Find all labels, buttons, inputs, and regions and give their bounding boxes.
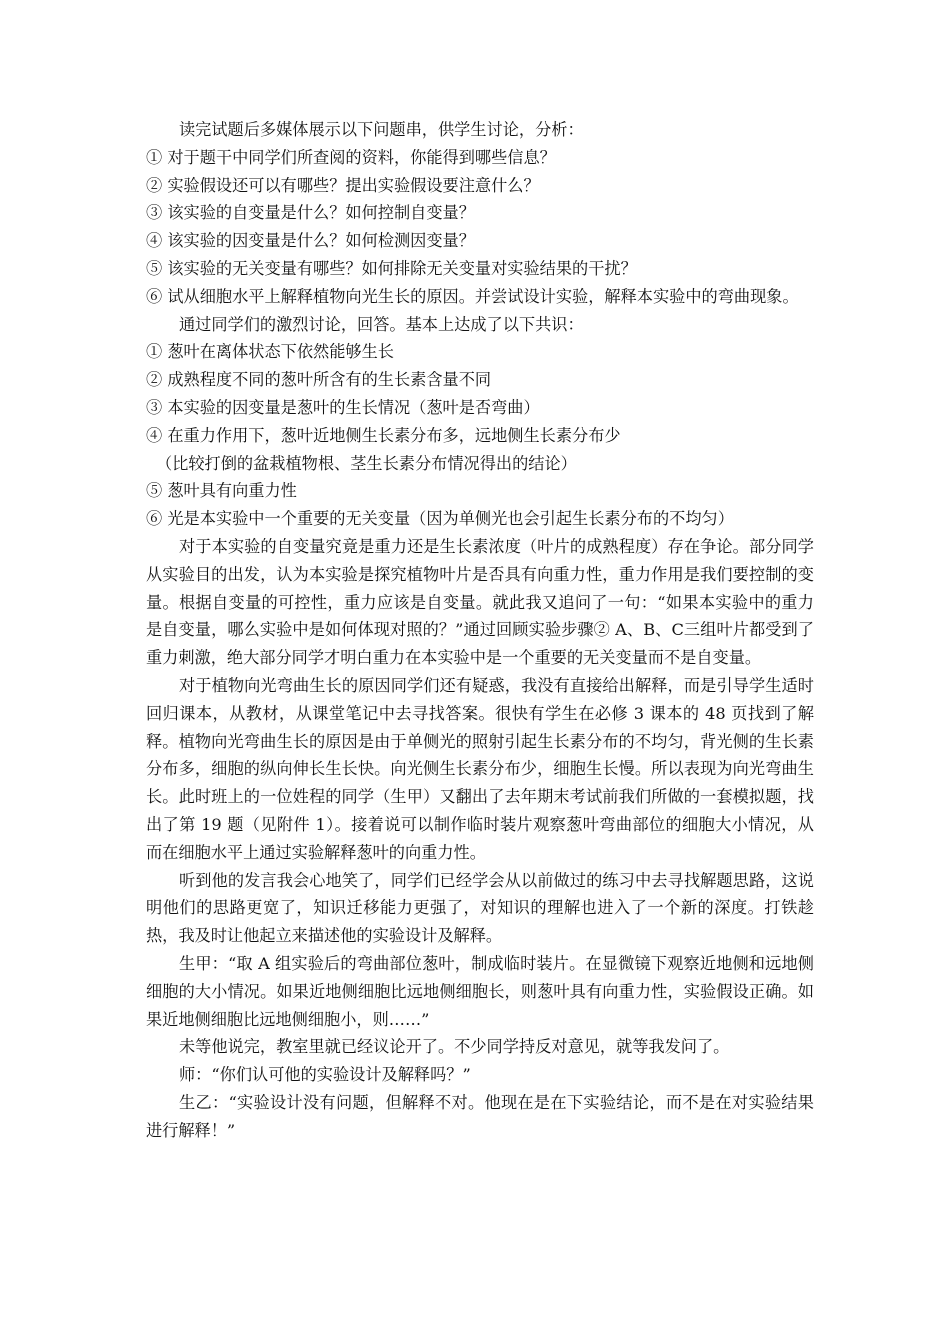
paragraph: 对于植物向光弯曲生长的原因同学们还有疑惑，我没有直接给出解释，而是引导学生适时回归课本，从教材，从课堂笔记中去寻找答案。很快有学生在必修 3 课本的 48 页找到了解释。植物向光弯曲生长的原因是由于单侧光的照射引起生长素分布的不均匀，背光侧的生长素分布多，细胞的纵向伸长生长快。向光侧生长素分布少，细胞生长慢。所以表现为向光弯曲生长。此时班上的一位姓程的同学（生甲）又翻出了去年期末考试前我们所做的一套模拟题，找出了第 19 题（见附件 1）。接着说可以制作临时装片观察葱叶弯曲部位的细胞大小情况，从而在细胞水平上通过实验解释葱叶的向重力性。 [146, 675, 814, 862]
consensus-item: ④ 在重力作用下，葱叶近地侧生长素分布多，远地侧生长素分布少 [146, 425, 621, 445]
question-item: ④ 该实验的因变量是什么？如何检测因变量？ [146, 231, 475, 251]
consensus-item: ③ 本实验的因变量是葱叶的生长情况（葱叶是否弯曲） [146, 397, 540, 417]
dialogue-teacher: 师：“你们认可他的实验设计及解释吗？” [179, 1065, 471, 1085]
intro-line: 读完试题后多媒体展示以下问题串，供学生讨论，分析： [179, 120, 584, 139]
paragraph: 听到他的发言我会心地笑了，同学们已经学会从以前做过的练习中去寻找解题思路，这说明他们的思路更宽了，知识迁移能力更强了，对知识的理解也进入了一个新的深度。打铁趁热，我及时让他起立来描述他的实验设计及解释。 [146, 870, 814, 946]
dialogue-student-a: 生甲：“取 A 组实验后的弯曲部位葱叶，制成临时装片。在显微镜下观察近地侧和远地侧细胞的大小情况。如果近地侧细胞比远地侧细胞长，则葱叶具有向重力性，实验假设正确。如果近地侧细胞比远地侧细胞小，则……” [146, 953, 814, 1029]
dialogue-student-b: 生乙：“实验设计没有问题，但解释不对。他现在是在下实验结论，而不是在对实验结果进行解释！” [146, 1092, 814, 1140]
question-list [146, 144, 814, 311]
consensus-intro: 通过同学们的激烈讨论，回答。基本上达成了以下共识： [179, 314, 584, 334]
consensus-item: ⑤ 葱叶具有向重力性 [146, 481, 297, 501]
question-item: ① 对于题干中同学们所查阅的资料，你能得到哪些信息？ [146, 147, 556, 167]
paragraph: 未等他说完，教室里就已经议论开了。不少同学持反对意见，就等我发问了。 [179, 1037, 730, 1057]
consensus-list [146, 338, 814, 533]
question-item: ② 实验假设还可以有哪些？提出实验假设要注意什么？ [146, 175, 540, 195]
paragraph: 对于本实验的自变量究竟是重力还是生长素浓度（叶片的成熟程度）存在争论。部分同学从实验目的出发，认为本实验是探究植物叶片是否具有向重力性，重力作用是我们要控制的变量。根据自变量的可控性，重力应该是自变量。就此我又追问了一句：“如果本实验中的重力是自变量，哪么实验中是如何体现对照的？”通过回顾实验步骤② A、B、C三组叶片都受到了重力刺激，绝大部分同学才明白重力在本实验中是一个重要的无关变量而不是自变量。 [146, 536, 814, 668]
consensus-note: （比较打倒的盆栽植物根、茎生长素分布情况得出的结论） [156, 453, 577, 473]
consensus-item: ⑥ 光是本实验中一个重要的无关变量（因为单侧光也会引起生长素分布的不均匀） [146, 509, 734, 529]
document-body [146, 116, 814, 1144]
consensus-item: ① 葱叶在离体状态下依然能够生长 [146, 342, 394, 362]
question-item: ⑥ 试从细胞水平上解释植物向光生长的原因。并尝试设计实验，解释本实验中的弯曲现象。 [146, 286, 799, 306]
consensus-item: ② 成熟程度不同的葱叶所含有的生长素含量不同 [146, 370, 492, 390]
question-item: ⑤ 该实验的无关变量有哪些？如何排除无关变量对实验结果的干扰？ [146, 258, 637, 278]
question-item: ③ 该实验的自变量是什么？如何控制自变量？ [146, 203, 475, 223]
